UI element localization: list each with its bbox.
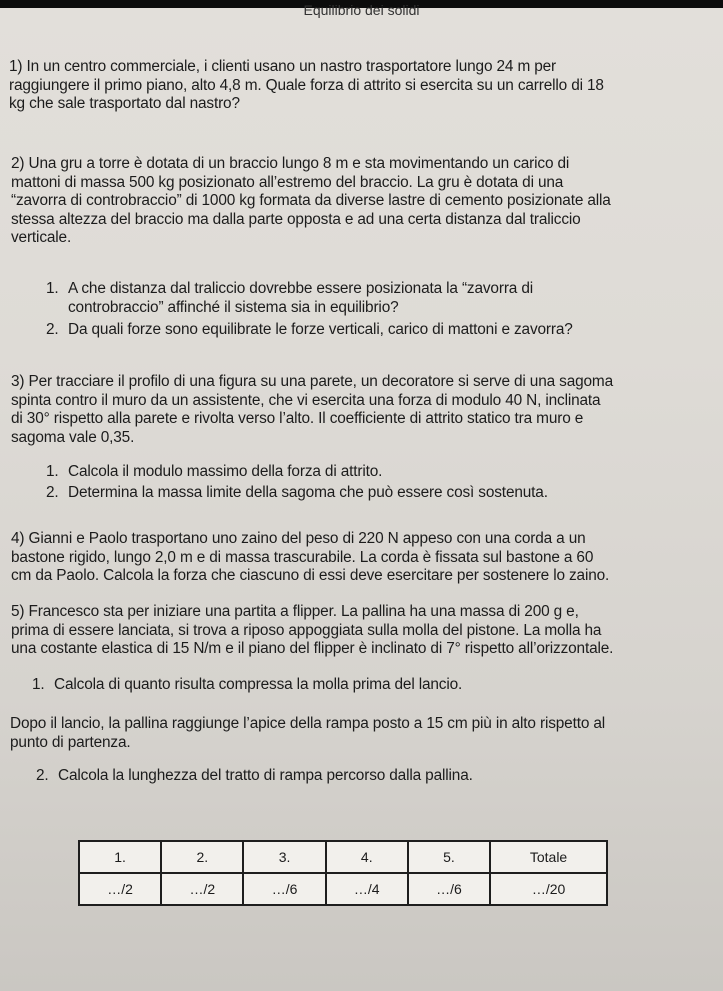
table-cell: …/20 xyxy=(490,873,607,905)
page-title: Equilibrio dei solidi xyxy=(303,2,420,18)
question-line: sagoma vale 0,35. xyxy=(11,428,135,446)
item-text: Calcola la lunghezza del tratto di rampa percorso dalla pallina. xyxy=(58,767,473,784)
question-line: 3) Per tracciare il profilo di una figura su una parete, un decoratore si serve di una sagoma xyxy=(11,373,614,390)
item-number: 2. xyxy=(46,484,59,501)
table-header-cell: 2. xyxy=(161,841,243,873)
question-line: Dopo il lancio, la pallina raggiunge l’apice della rampa posto a 15 cm più in alto rispetto al xyxy=(10,715,606,732)
table-cell: …/6 xyxy=(408,873,490,905)
question-line: raggiungere il primo piano, alto 4,8 m. Quale forza di attrito si esercita su un carrello di 18 xyxy=(9,76,604,94)
question-5-item-1 xyxy=(32,676,462,695)
item-number: 1. xyxy=(32,676,45,693)
question-line: kg che sale trasportato dal nastro? xyxy=(9,95,240,112)
question-3-item-2 xyxy=(46,484,548,503)
score-table xyxy=(78,840,608,906)
question-5-continuation xyxy=(10,715,605,752)
item-text: Determina la massa limite della sagoma che può essere così sostenuta. xyxy=(68,484,548,501)
question-line: bastone rigido, lungo 2,0 m e di massa trascurabile. La corda è fissata sul bastone a 60 xyxy=(11,548,594,566)
question-line: cm da Paolo. Calcola la forza che ciascuno di essi deve esercitare per sostenere lo zaino. xyxy=(11,567,610,584)
question-3 xyxy=(11,373,613,447)
question-line: 5) Francesco sta per iniziare una partita a flipper. La pallina ha una massa di 200 g e, xyxy=(11,603,579,620)
question-line: mattoni di massa 500 kg posizionato all’estremo del braccio. La gru è dotata di una xyxy=(11,173,564,191)
question-5 xyxy=(11,603,613,659)
question-2-item-1 xyxy=(46,280,533,317)
table-cell: …/2 xyxy=(79,873,161,905)
question-1 xyxy=(9,58,604,114)
worksheet-page xyxy=(0,2,723,991)
question-line: 1) In un centro commerciale, i clienti usano un nastro trasportatore lungo 24 m per xyxy=(9,58,557,75)
item-text: controbraccio” affinché il sistema sia in equilibrio? xyxy=(68,298,399,316)
item-number: 2. xyxy=(46,321,59,338)
table-row xyxy=(79,873,607,905)
question-line: prima di essere lanciata, si trova a riposo appoggiata sulla molla del pistone. La molla ha xyxy=(11,621,602,639)
question-line: verticale. xyxy=(11,229,72,246)
table-header-cell: 3. xyxy=(243,841,325,873)
table-header-cell: 5. xyxy=(408,841,490,873)
question-line: di 30° rispetto alla parete e rivolta verso l’alto. Il coefficiente di attrito statico tra muro e xyxy=(11,410,584,427)
question-line: una costante elastica di 15 N/m e il piano del flipper è inclinato di 7° rispetto all’orizzontale. xyxy=(11,640,614,657)
question-line: punto di partenza. xyxy=(10,733,131,751)
question-2-item-2 xyxy=(46,321,573,340)
item-text: A che distanza dal traliccio dovrebbe essere posizionata la “zavorra di xyxy=(68,280,534,297)
item-text: Calcola di quanto risulta compressa la molla prima del lancio. xyxy=(54,676,463,693)
question-line: stessa altezza del braccio ma dalla parte opposta e ad una certa distanza dal traliccio xyxy=(11,210,581,228)
question-line: 2) Una gru a torre è dotata di un braccio lungo 8 m e sta movimentando un carico di xyxy=(11,155,570,172)
table-row xyxy=(79,841,607,873)
question-5-item-2 xyxy=(36,767,473,786)
table-cell: …/4 xyxy=(326,873,408,905)
question-3-item-1 xyxy=(46,463,382,482)
item-text: Da quali forze sono equilibrate le forze verticali, carico di mattoni e zavorra? xyxy=(68,321,573,338)
item-number: 1. xyxy=(46,463,59,480)
question-line: 4) Gianni e Paolo trasportano uno zaino del peso di 220 N appeso con una corda a un xyxy=(11,530,586,547)
question-line: spinta contro il muro da un assistente, che vi esercita una forza di modulo 40 N, inclinata xyxy=(11,391,601,409)
item-number: 1. xyxy=(46,280,59,297)
question-2 xyxy=(11,155,611,248)
item-number: 2. xyxy=(36,767,49,784)
question-line: “zavorra di controbraccio” di 1000 kg formata da diverse lastre di cemento posizionate alla xyxy=(11,192,611,209)
table-header-cell: Totale xyxy=(490,841,607,873)
table-cell: …/6 xyxy=(243,873,325,905)
item-text: Calcola il modulo massimo della forza di attrito. xyxy=(68,463,383,480)
table-header-cell: 1. xyxy=(79,841,161,873)
question-4 xyxy=(11,530,609,586)
table-cell: …/2 xyxy=(161,873,243,905)
table-header-cell: 4. xyxy=(326,841,408,873)
